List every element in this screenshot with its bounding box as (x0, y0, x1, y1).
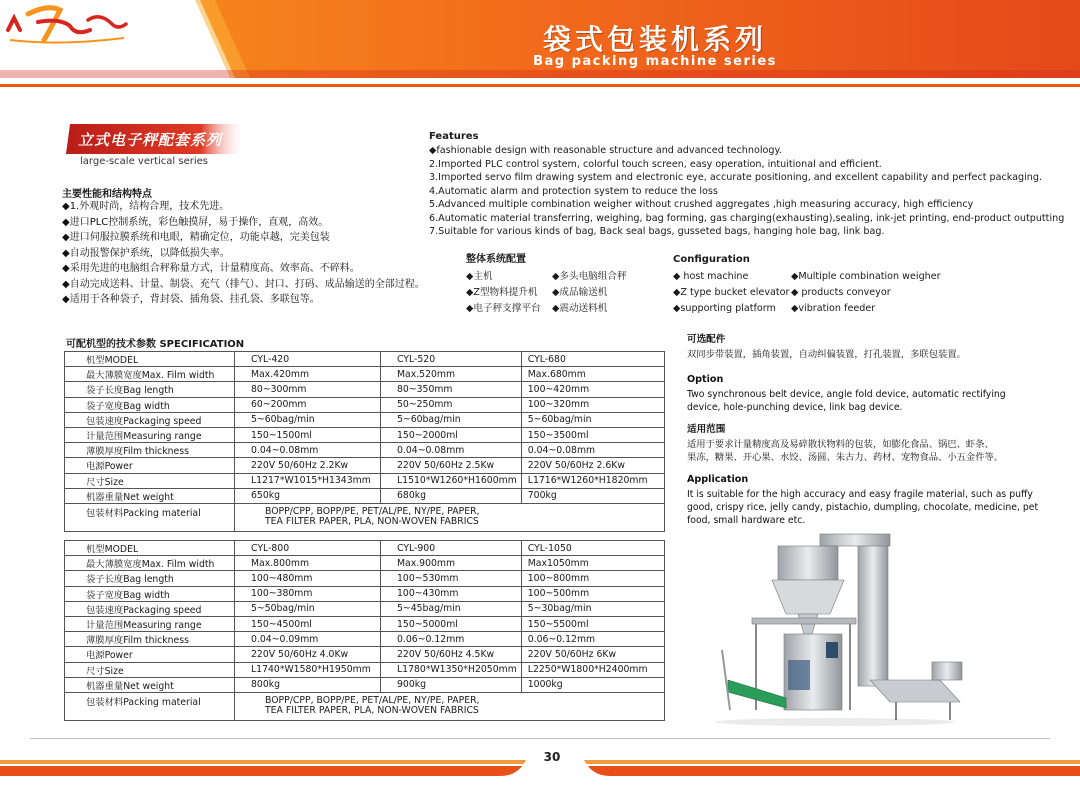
spec-table-1 (64, 351, 665, 532)
packing-machine-image (700, 530, 970, 730)
table-cell: 100~500mm (521, 586, 664, 601)
list-item: 5.Advanced multiple combination weigher without crushed aggregates ,high measuring accuracy, high efficiency (429, 199, 974, 210)
table-row (65, 412, 665, 427)
list-item: ◆1.外观时尚，结构合理，技术先进。 (62, 201, 230, 212)
table-cell: 包装速度Packaging speed (65, 412, 235, 427)
list-item: 3.Imported servo film drawing system and electronic eye, accurate positioning, and excellent capability and perfect packaging. (429, 172, 1043, 183)
table-cell: 150~1500ml (235, 427, 381, 442)
spec-table-2 (64, 540, 665, 721)
table-row (65, 382, 665, 397)
table-row (65, 571, 665, 586)
list-item: ◆Z型物料提升机 (466, 287, 538, 298)
option-cn-block (687, 333, 966, 361)
table-cell: L1740*W1580*H1950mm (235, 662, 381, 677)
table-cell: CYL-900 (381, 541, 522, 556)
spec-title: 可配机型的技术参数 SPECIFICATION (66, 339, 245, 350)
table-cell: 尺寸Size (65, 662, 235, 677)
config-cn (466, 252, 652, 317)
table-cell: 薄膜厚度Film thickness (65, 443, 235, 458)
table-cell: L2250*W1800*H2400mm (521, 662, 664, 677)
table-cell: 计量范围Measuring range (65, 616, 235, 631)
table-row (65, 692, 665, 720)
features-en-title: Features (429, 131, 479, 142)
table-row (65, 443, 665, 458)
page-header (0, 0, 1080, 90)
series-banner-text: 立式电子秤配套系列 (78, 131, 223, 149)
table-cell: Max.680mm (521, 367, 664, 382)
table-cell: 680kg (381, 488, 522, 503)
table-cell: Max.900mm (381, 556, 522, 571)
features-cn-title: 主要性能和结构特点 (62, 189, 152, 200)
table-cell: L1716*W1260*H1820mm (521, 473, 664, 488)
table-cell: 220V 50/60Hz 4.5Kw (381, 647, 522, 662)
list-item: ◆电子秤支撑平台 (466, 303, 541, 314)
option-cn-title: 可选配件 (687, 334, 726, 345)
application-en-text-1: It is suitable for the high accuracy and easy fragile material, such as puffy (687, 489, 1033, 500)
application-cn-title: 适用范围 (687, 424, 726, 435)
table-row (65, 647, 665, 662)
table-cell: 150~5500ml (521, 616, 664, 631)
table-cell: 80~300mm (235, 382, 381, 397)
list-item: ◆ products conveyor (791, 287, 891, 298)
header-title-en: Bag packing machine series (533, 54, 777, 69)
table-cell: 700kg (521, 488, 664, 503)
application-en-text-2: good, crispy rice, jelly candy, pistachio, dumpling, chocolate, medicine, pet (687, 502, 1039, 513)
config-cn-grid (466, 269, 652, 317)
material-line-2: TEA FILTER PAPER, PLA, NON-WOVEN FABRICS (265, 516, 479, 528)
header-rule (0, 84, 1080, 87)
table-cell: 袋子长度Bag length (65, 571, 235, 586)
table-cell: 100~430mm (381, 586, 522, 601)
option-en-text-2: device, hole-punching device, link bag device. (687, 402, 903, 413)
table-row (65, 662, 665, 677)
table-row (65, 556, 665, 571)
option-en-text-1: Two synchronous belt device, angle fold device, automatic rectifying (687, 389, 1006, 400)
table-cell: 电源Power (65, 647, 235, 662)
table-cell: 150~4500ml (235, 616, 381, 631)
table-cell: 袋子宽度Bag width (65, 397, 235, 412)
table-row (65, 503, 665, 531)
table-cell: 100~380mm (235, 586, 381, 601)
list-item: ◆多头电脑组合秤 (552, 271, 627, 282)
table-cell: Max.520mm (381, 367, 522, 382)
table-cell: 220V 50/60Hz 4.0Kw (235, 647, 381, 662)
table-cell: 150~2000ml (381, 427, 522, 442)
application-cn-text-2: 果冻，糖果、开心果、水饺、汤圆、朱古力、药材、宠物食品、小五金件等。 (687, 452, 1004, 463)
table-row (65, 488, 665, 503)
table-cell: 150~5000ml (381, 616, 522, 631)
header-title-cn: 袋式包装机系列 (542, 23, 767, 56)
table-cell: 机型MODEL (65, 352, 235, 367)
table-cell: 100~320mm (521, 397, 664, 412)
material-line-1: BOPP/CPP, BOPP/PE, PET/AL/PE, NY/PE, PAPER, (265, 506, 480, 518)
table-cell: 包装材料Packing material (65, 692, 235, 720)
table-cell: 150~3500ml (521, 427, 664, 442)
list-item: 4.Automatic alarm and protection system to reduce the loss (429, 185, 718, 197)
config-cn-title: 整体系统配置 (466, 254, 526, 265)
list-item: ◆采用先进的电脑组合秤称量方式，计量精度高、效率高、不碎料。 (62, 263, 360, 274)
material-cell (235, 503, 665, 531)
table-cell: CYL-1050 (521, 541, 664, 556)
material-line-2: TEA FILTER PAPER, PLA, NON-WOVEN FABRICS (265, 705, 479, 717)
list-item: 7.Suitable for various kinds of bag, Back seal bags, gusseted bags, hanging hole bag, link bag. (429, 226, 885, 237)
table-cell: 尺寸Size (65, 473, 235, 488)
table-cell: CYL-680 (521, 352, 664, 367)
table-cell: 900kg (381, 677, 522, 692)
footer-divider (30, 738, 1050, 739)
list-item: ◆vibration feeder (791, 303, 876, 314)
list-item: ◆ host machine (673, 271, 749, 282)
application-en-block (687, 473, 1038, 527)
table-cell: CYL-520 (381, 352, 522, 367)
series-banner (66, 124, 246, 154)
table-cell: 100~800mm (521, 571, 664, 586)
table-cell: 1000kg (521, 677, 664, 692)
features-en-list (429, 144, 1064, 239)
table-cell: 薄膜厚度Film thickness (65, 632, 235, 647)
list-item: ◆震动送料机 (552, 303, 608, 314)
table-row (65, 616, 665, 631)
table-row (65, 367, 665, 382)
table-row (65, 352, 665, 367)
table-cell: 800kg (235, 677, 381, 692)
application-en-text-3: food, small hardware etc. (687, 515, 806, 526)
table-cell: 5~45bag/min (381, 601, 522, 616)
table-cell: Max.420mm (235, 367, 381, 382)
table-cell: CYL-420 (235, 352, 381, 367)
table-cell: 电源Power (65, 458, 235, 473)
table-cell: 5~50bag/min (235, 601, 381, 616)
table-cell: 0.06~0.12mm (521, 632, 664, 647)
table-cell: 0.04~0.09mm (235, 632, 381, 647)
table-cell: CYL-800 (235, 541, 381, 556)
table-cell: 50~250mm (381, 397, 522, 412)
table-cell: 100~480mm (235, 571, 381, 586)
list-item: ◆supporting platform (673, 303, 776, 314)
table-cell: Max.800mm (235, 556, 381, 571)
list-item: ◆进口PLC控制系统，彩色触摸屏，易于操作，直观，高效。 (62, 216, 329, 228)
table-cell: 0.06~0.12mm (381, 632, 522, 647)
material-line-1: BOPP/CPP, BOPP/PE, PET/AL/PE, NY/PE, PAPER, (265, 695, 480, 707)
table-row (65, 473, 665, 488)
table-cell: 计量范围Measuring range (65, 427, 235, 442)
table-cell: 袋子宽度Bag width (65, 586, 235, 601)
table-cell: 最大薄膜宽度Max. Film width (65, 556, 235, 571)
option-cn-text: 双同步带装置，插角装置，自动纠偏装置，打孔装置，多联包装置。 (687, 349, 966, 360)
table-cell: 包装速度Packaging speed (65, 601, 235, 616)
list-item: ◆自动报警保护系统，以降低损失率。 (62, 247, 230, 259)
table-cell: 0.04~0.08mm (235, 443, 381, 458)
table-cell: Max1050mm (521, 556, 664, 571)
table-cell: 80~350mm (381, 382, 522, 397)
table-cell: 5~60bag/min (521, 412, 664, 427)
table-cell: 袋子长度Bag length (65, 382, 235, 397)
table-row (65, 427, 665, 442)
features-cn-list (62, 199, 425, 308)
table-cell: L1510*W1260*H1600mm (381, 473, 522, 488)
table-cell: 5~30bag/min (521, 601, 664, 616)
table-row (65, 677, 665, 692)
list-item: 2.Imported PLC control system, colorful touch screen, easy operation, intuitional and efficient. (429, 158, 882, 170)
table-row (65, 586, 665, 601)
list-item: ◆成品输送机 (552, 287, 608, 298)
table-cell: 包装材料Packing material (65, 503, 235, 531)
table-cell: 机器重量Net weight (65, 677, 235, 692)
application-en-title: Application (687, 474, 749, 485)
table-row (65, 458, 665, 473)
table-cell: 220V 50/60Hz 6Kw (521, 647, 664, 662)
table-cell: 机器重量Net weight (65, 488, 235, 503)
application-cn-text-1: 适用于要求计量精度高及易碎散状物料的包装，如膨化食品、锅巴、虾条、 (687, 439, 994, 450)
table-cell: 100~420mm (521, 382, 664, 397)
table-row (65, 632, 665, 647)
list-item: ◆自动完成送料、计量、制袋、充气（排气）、封口、打码、成品输送的全部过程。 (62, 278, 425, 290)
table-cell: 100~530mm (381, 571, 522, 586)
list-item: ◆主机 (466, 271, 493, 282)
option-en-title: Option (687, 374, 724, 385)
table-row (65, 541, 665, 556)
page-number: 30 (543, 750, 561, 764)
company-logo (0, 0, 130, 46)
list-item: ◆fashionable design with reasonable structure and advanced technology. (429, 145, 782, 156)
list-item: ◆Multiple combination weigher (791, 271, 941, 282)
table-cell: L1217*W1015*H1343mm (235, 473, 381, 488)
application-cn-block (687, 423, 1003, 464)
list-item: ◆Z type bucket elevator (673, 287, 790, 298)
series-subtitle: large-scale vertical series (80, 156, 208, 167)
table-row (65, 601, 665, 616)
table-cell: 最大薄膜宽度Max. Film width (65, 367, 235, 382)
header-band (0, 0, 1080, 78)
list-item: ◆进口伺服拉膜系统和电眼，精确定位，功能卓越，完美包装 (62, 232, 330, 243)
table-cell: L1780*W1350*H2050mm (381, 662, 522, 677)
table-row (65, 397, 665, 412)
config-en-grid (673, 269, 941, 317)
option-en-block (687, 373, 1006, 414)
table-cell: 0.04~0.08mm (381, 443, 522, 458)
table-cell: 220V 50/60Hz 2.2Kw (235, 458, 381, 473)
table-cell: 220V 50/60Hz 2.5Kw (381, 458, 522, 473)
material-cell (235, 692, 665, 720)
config-en-title: Configuration (673, 254, 750, 265)
list-item: 6.Automatic material transferring, weighing, bag forming, gas charging(exhausting),sealing, ink-jet printing, end-product outputting (429, 212, 1065, 224)
table-cell: 机型MODEL (65, 541, 235, 556)
table-cell: 60~200mm (235, 397, 381, 412)
table-cell: 5~60bag/min (235, 412, 381, 427)
config-en (673, 252, 941, 317)
features-en (429, 131, 1064, 239)
table-cell: 650kg (235, 488, 381, 503)
list-item: ◆适用于各种袋子，背封袋、插角袋、挂孔袋、多联包等。 (62, 294, 320, 305)
table-cell: 5~60bag/min (381, 412, 522, 427)
table-cell: 220V 50/60Hz 2.6Kw (521, 458, 664, 473)
table-cell: 0.04~0.08mm (521, 443, 664, 458)
